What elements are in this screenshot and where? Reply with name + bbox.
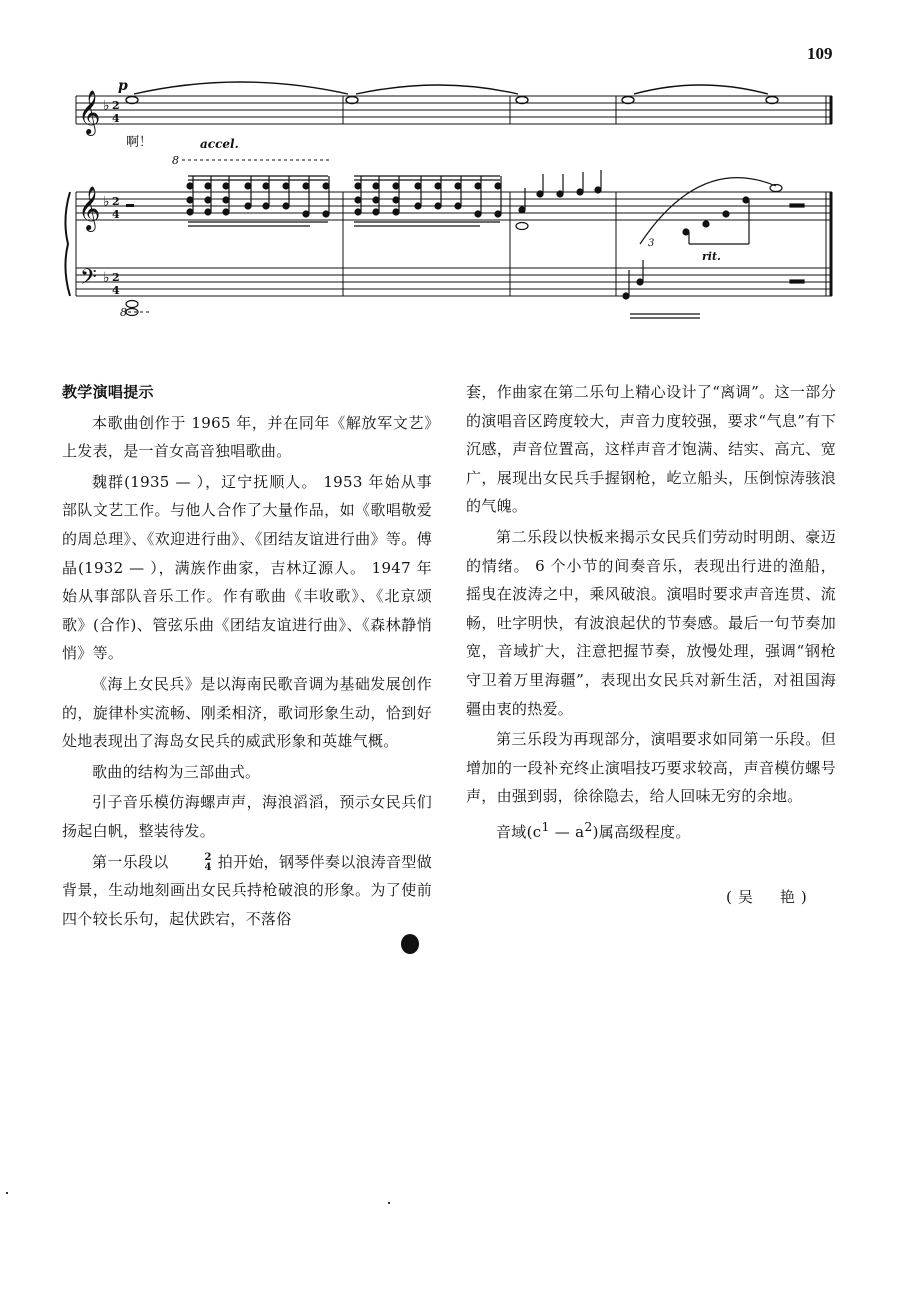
piano-treble-staff [76,192,832,220]
bass-octave-mark: 8 [120,306,127,319]
svg-text:♭: ♭ [103,194,110,210]
range-sup: 1 [541,818,550,834]
range-text: 音域(c [496,822,542,841]
range-text: )属高级程度。 [592,822,691,841]
svg-text:4: 4 [112,112,120,125]
treble-clef-piano-icon: 𝄞 [78,186,101,230]
svg-text:4: 4 [112,208,120,221]
paragraph: 歌曲的结构为三部曲式。 [92,762,261,781]
paragraph-text: 第一乐段以 [92,852,169,871]
range-paragraph [466,813,836,847]
paragraph: 魏群(1935 — ），辽宁抚顺人。 1953 年始从事部队文艺工作。与他人合作了大量作品，如《歌唱敬爱的周总理》、《欢迎进行曲》、《团结友谊进行曲》等。傅晶(1932 — ），满族作曲家，吉林辽源人。 1947 年始从事部队音乐工作。作有歌曲《丰收歌》、《北京颂歌》(合作)、管弦乐曲《团结友谊进行曲》、《森林静悄悄》等。 [62,472,432,663]
scan-speck [6,1192,8,1194]
paragraph-text: 拍开始，钢琴伴奏以浪涛音型做背景，生动地刻画出女民兵持枪破浪的形象。为了使前四个较长乐句，起伏跌宕，不落俗 [62,852,432,928]
paragraph: 第二乐段以快板来揭示女民兵们劳动时明朗、豪迈的情绪。 6 个小节的间奏音乐，表现出行进的渔船，摇曳在波涛之中，乘风破浪。演唱时要求声音连贯、流畅，吐字明快，有波浪起伏的节奏感。最后一句节奏加宽，音域扩大，注意把握节奏，放慢处理，强调“钢枪守卫着万里海疆”，表现出女民兵对新生活，对祖国海疆由衷的热爱。 [466,527,836,718]
bass-clef-icon: 𝄢 [80,265,97,295]
range-sup: 2 [584,818,593,834]
page-number: 109 [807,44,833,63]
svg-text:2: 2 [112,195,120,208]
scan-speck [388,1202,390,1204]
paragraph-continued: 套，作曲家在第二乐句上精心设计了“离调”。这一部分的演唱音区跨度较大，声音力度较强，要求“气息”有下沉感，声音位置高，这样声音才饱满、结实、高亢、宽广，展现出女民兵手握钢枪，屹立船头，压倒惊涛骇浪的气魄。 [466,383,836,516]
author-credit: (吴 艳) [726,888,813,906]
vocal-staff [76,96,832,124]
octave-mark: 8 [172,154,179,167]
svg-text:♭: ♭ [103,270,110,286]
dynamic-mark: p [118,78,128,94]
range-text: — a [549,822,585,841]
treble-clef-icon: 𝄞 [78,90,101,134]
right-column [466,378,836,849]
ink-blot [401,934,419,954]
time-signature [175,853,212,873]
lyric: 啊！ [126,135,153,150]
time-sig-bottom: 4 [204,861,212,873]
rit-mark: rit. [702,250,721,263]
paragraph-time-signature [62,848,432,934]
left-column [62,378,432,935]
vocal-notes [126,82,778,104]
flat-icon: ♭ [103,98,110,114]
paragraph: 本歌曲创作于 1965 年，并在同年《解放军文艺》上发表，是一首女高音独唱歌曲。 [62,413,432,461]
tempo-mark: accel. [200,137,239,151]
svg-text:2: 2 [112,271,120,284]
paragraph: 《海上女民兵》是以海南民歌音调为基础发展创作的，旋律朴实流畅、刚柔相济，歌词形象生动，恰到好处地表现出了海岛女民兵的威武形象和英雄气概。 [62,674,432,751]
paragraph: 引子音乐模仿海螺声声，海浪滔滔，预示女民兵们扬起白帆，整装待发。 [62,793,432,840]
time-sig-vocal: 2 [112,99,120,112]
paragraph: 第三乐段为再现部分，演唱要求如同第一乐段。但增加的一段补充终止演唱技巧要求较高，声音模仿螺号声，由强到弱，徐徐隐去，给人回味无穷的余地。 [466,730,836,806]
section-heading: 教学演唱提示 [62,383,154,401]
piano-brace-icon [65,192,70,296]
triplet-mark: 3 [648,238,655,249]
music-score [60,74,850,334]
svg-text:4: 4 [112,284,120,297]
time-sig-top: 2 [204,851,212,863]
